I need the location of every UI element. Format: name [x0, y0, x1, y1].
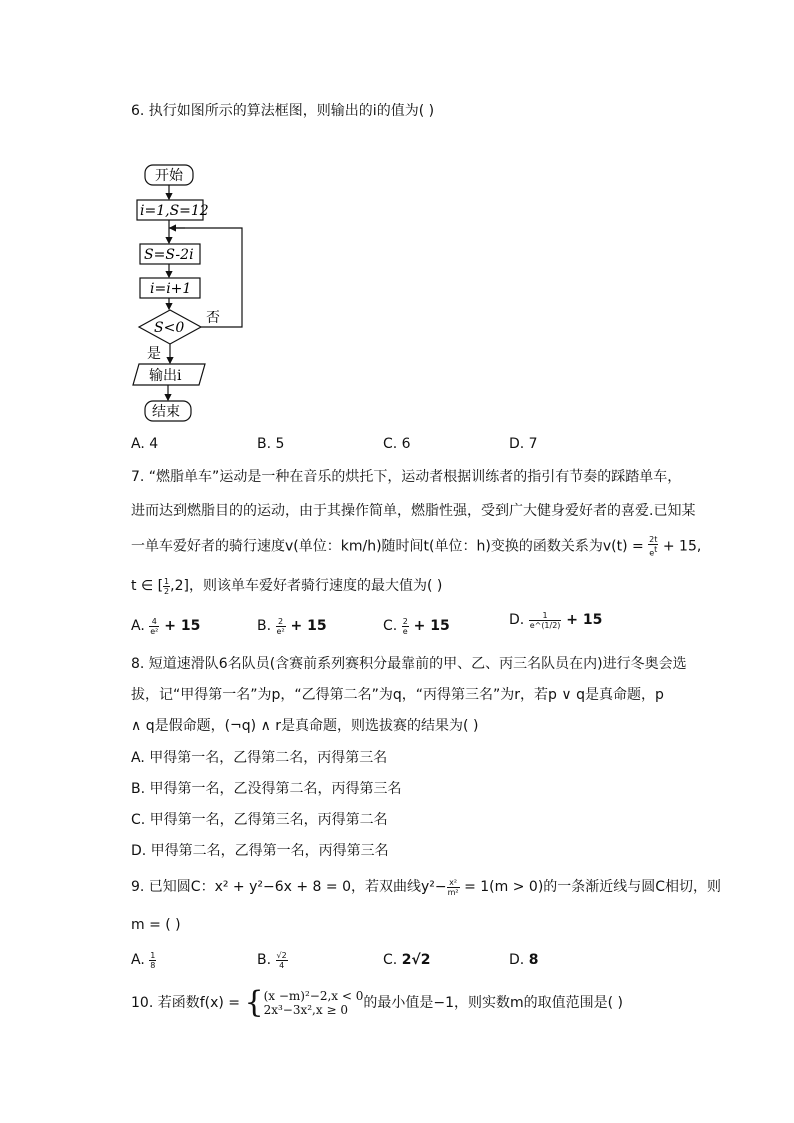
flow-no-label: 否 — [206, 310, 220, 326]
q8-option-b: B. 甲得第一名，乙没得第二名，丙得第三名 — [131, 781, 402, 797]
q8-line1: 8. 短道速滑队6名队员(含赛前系列赛积分最靠前的甲、乙、丙三名队员在内)进行冬奥会选 — [131, 656, 687, 672]
q7-line1: 7. “燃脂单车”运动是一种在音乐的烘托下，运动者根据训练者的指引有节奏的踩踏单车， — [131, 469, 682, 485]
q6-option-c: C. 6 — [383, 436, 411, 452]
q7-line4-end: ,2]，则该单车爱好者骑行速度的最大值为( ) — [170, 578, 443, 594]
q9-line1-end: = 1(m > 0)的一条渐近线与圆C相切，则 — [459, 879, 722, 895]
q7-line4 — [131, 576, 442, 596]
q8-option-a: A. 甲得第一名，乙得第二名，丙得第三名 — [131, 750, 388, 766]
q6-option-b: B. 5 — [257, 436, 285, 452]
q10-brace: { — [244, 985, 264, 1020]
flow-init-label: i=1,S=12 — [140, 203, 209, 219]
q6-option-d: D. 7 — [509, 436, 538, 452]
q7-option-d: D. $\frac{1}{e\^{}(1/2)}$ + 15 — [509, 610, 603, 630]
q9-option-d: D. 8 — [509, 952, 539, 968]
q6-stem: 6. 执行如图所示的算法框图，则输出的i的值为( ) — [131, 103, 435, 119]
q7-line3 — [131, 535, 701, 558]
q10-case2: 2x³−3x²,x ≥ 0 — [263, 1003, 348, 1017]
flow-cond-label: S<0 — [154, 320, 185, 336]
q7-fraction — [648, 535, 658, 558]
flow-step1-label: S=S-2i — [144, 247, 194, 263]
q10-text-end: 的最小值是−1，则实数m的取值范围是( ) — [363, 995, 624, 1011]
q8-option-d: D. 甲得第二名，乙得第一名，丙得第三名 — [131, 843, 389, 859]
q6-flowchart — [125, 160, 385, 430]
q7-interval-den: 2 — [164, 586, 170, 596]
q9-option-a: A. $\frac{1}{8}$ — [131, 950, 156, 970]
q7-option-a: A. $\frac{4}{\text{e²}}$ + 15 — [131, 616, 201, 636]
q7-option-b: B. $\frac{2}{\text{e²}}$ + 15 — [257, 616, 327, 636]
q9-line1 — [131, 877, 721, 897]
flow-step2-label: i=i+1 — [150, 281, 192, 297]
q7-line3-text: 一单车爱好者的骑行速度v(单位：km/h)随时间t(单位：h)变换的函数关系为v(t) = — [131, 538, 649, 555]
q9-option-b: B. $\frac{√2}{4}$ — [257, 950, 287, 970]
q7-option-c: C. $\frac{2}{e}$ + 15 — [383, 616, 450, 636]
q8-line3: ∧ q是假命题，(¬q) ∧ r是真命题，则选拔赛的结果为( ) — [131, 718, 479, 734]
q7-fraction-num: 2t — [649, 535, 658, 544]
flow-output-label: 输出i — [149, 368, 182, 384]
flow-start-label: 开始 — [155, 168, 183, 184]
q7-fraction-den: $e^t$ — [649, 545, 658, 558]
q7-line2: 进而达到燃脂目的的运动，由于其操作简单，燃脂性强，受到广大健身爱好者的喜爱.已知某 — [131, 503, 696, 519]
q7-interval-num: 1 — [164, 576, 170, 586]
q8-option-c: C. 甲得第一名，乙得第三名，丙得第二名 — [131, 812, 388, 828]
q10-text: 10. 若函数f(x) = — [131, 995, 245, 1011]
q7-line3-end: + 15, — [658, 538, 702, 555]
q10-case1: (x −m)²−2,x < 0 — [263, 989, 364, 1003]
flow-yes-label: 是 — [147, 346, 161, 362]
q8-line2: 拔，记“甲得第一名”为p，“乙得第二名”为q，“丙得第三名”为r，若p ∨ q是真命题，p — [131, 687, 664, 703]
q9-fraction: $\frac{\text{x²}}{\text{m²}}$ — [447, 877, 459, 897]
q9-option-c: C. 2√2 — [383, 952, 431, 968]
q6-option-a: A. 4 — [131, 436, 159, 452]
flow-end-label: 结束 — [152, 404, 180, 420]
q10-line — [131, 985, 624, 1020]
q10-cases — [264, 989, 364, 1017]
q7-line4-text: t ∈ [ — [131, 578, 164, 594]
q9-line2: m = ( ) — [131, 917, 181, 933]
q9-line1-text: 9. 已知圆C：x² + y²−6x + 8 = 0，若双曲线y²− — [131, 879, 447, 895]
